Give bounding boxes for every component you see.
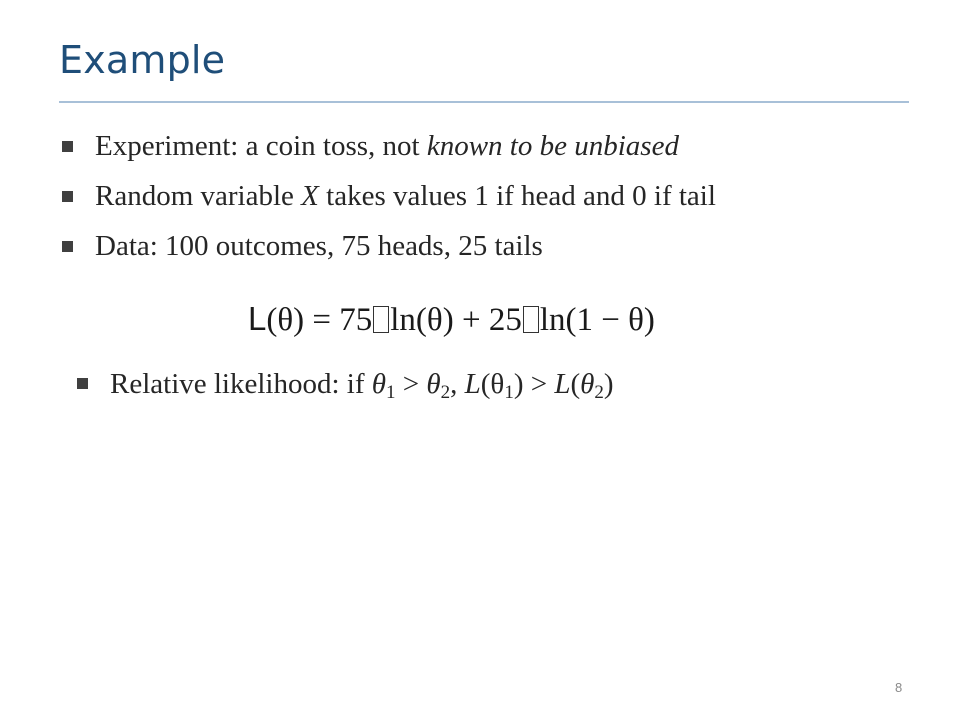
formula-lhs: L: [248, 300, 267, 337]
subscript: 1: [504, 382, 514, 403]
bullet-text: Experiment: a coin toss, not: [95, 130, 427, 162]
operator: >: [395, 368, 427, 400]
subscript: 1: [386, 382, 396, 403]
missing-glyph-icon: [523, 306, 539, 333]
formula-arg: (θ) = 75: [266, 302, 373, 338]
bullet-item-experiment: [62, 124, 716, 174]
formula-mid: ln(θ) + 25: [390, 302, 522, 338]
square-bullet-icon: [62, 141, 73, 152]
bullet-text: Data: 100 outcomes, 75 heads, 25 tails: [95, 230, 543, 262]
paren-theta: (θ: [480, 368, 505, 400]
page-number: 8: [895, 680, 903, 695]
likelihood-symbol: L: [464, 368, 481, 400]
bullet-list: [62, 124, 716, 274]
likelihood-symbol: L: [554, 368, 571, 400]
theta-symbol: θ: [426, 368, 441, 400]
subscript: 2: [440, 382, 451, 403]
square-bullet-icon: [77, 378, 88, 389]
theta-symbol: θ: [580, 368, 595, 400]
separator: ,: [450, 368, 465, 400]
likelihood-formula: [248, 300, 655, 339]
square-bullet-icon: [62, 191, 73, 202]
operator: >: [523, 368, 555, 400]
formula-end: ln(1 − θ): [539, 302, 655, 338]
title-divider: [59, 101, 909, 103]
square-bullet-icon: [62, 241, 73, 252]
bullet-item-random-variable: [62, 174, 716, 224]
subscript: 2: [594, 382, 604, 403]
relative-lead: Relative likelihood: if: [110, 368, 372, 400]
paren-open: (: [570, 368, 581, 400]
bullet-text: takes values 1 if head and 0 if tail: [318, 180, 716, 212]
paren-close: ): [513, 368, 524, 400]
theta-symbol: θ: [371, 368, 387, 400]
bullet-item-data: [62, 224, 716, 274]
bullet-emphasis: known to be unbiased: [426, 130, 679, 162]
relative-likelihood-bullet: [77, 362, 614, 406]
missing-glyph-icon: [373, 306, 389, 333]
slide-title: Example: [59, 38, 226, 82]
paren-close: ): [603, 368, 614, 400]
variable-name: X: [301, 180, 319, 212]
bullet-text: Random variable: [95, 180, 302, 212]
